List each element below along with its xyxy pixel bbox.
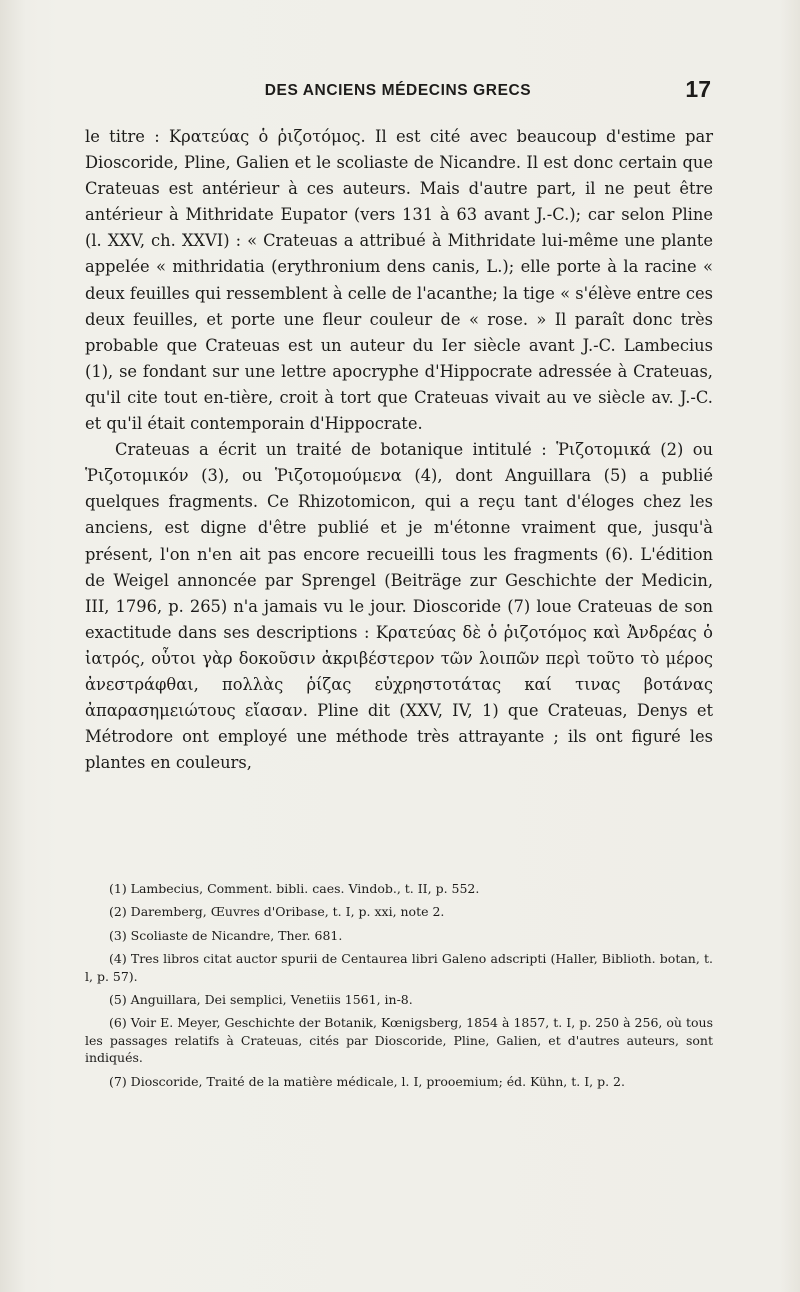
footnote-7: (7) Dioscoride, Traité de la matière médicale, l. I, prooemium; éd. Kühn, t. I, p. 2. <box>109 1073 625 1089</box>
body-text <box>85 124 713 776</box>
footnote-3: (3) Scoliaste de Nicandre, Ther. 681. <box>109 927 343 943</box>
footnote-6: (6) Voir E. Meyer, Geschichte der Botanik, Kœnigsberg, 1854 à 1857, t. I, p. 250 à 256, où tous les passages relatifs à Crateuas, cités par Dioscoride, Pline, Galien, et d'autres auteurs, sont indiqués. <box>85 1015 713 1066</box>
footnote-4: (4) Tres libros citat auctor spurii de Centaurea libri Galeno adscripti (Haller, Biblioth. botan, t. l, p. 57). <box>85 951 713 984</box>
footnote-2: (2) Daremberg, Œuvres d'Oribase, t. I, p. xxi, note 2. <box>109 904 445 920</box>
paragraph-2: Crateuas a écrit un traité de botanique intitulé : Ῥιζοτομικά (2) ou Ῥιζοτομικόν (3), ou Ῥιζοτομούμενα (4), dont Anguillara (5) a publié quelques fragments. Ce Rhizotomicon, qui a reçu tant d'éloges chez les anciens, est digne d'être publié et je m'étonne vraiment que, jusqu'à présent, l'on n'en ait pas encore recueilli tous les fragments (6). L'édition de Weigel annoncée par Sprengel (Beiträge zur Geschichte der Medicin, III, 1796, p. 265) n'a jamais vu le jour. Dioscoride (7) loue Crateuas de son exactitude dans ses descriptions : Κρατεύας δὲ ὁ ῥιζοτόμος καὶ Ἀνδρέας ὁ ἰατρός, οὗτοι γὰρ δοκοῦσιν ἀκριβέστερον τῶν λοιπῶν περὶ τοῦτο τὸ μέρος ἀνεστράφθαι, πολλὰς ῥίζας εὐχρηστοτάτας καί τινας βοτάνας ἀπαρασημειώτους εἴασαν. Pline dit (XXV, IV, 1) que Crateuas, Denys et Métrodore ont employé une méthode très attrayante ; ils ont figuré les plantes en couleurs, <box>85 440 713 773</box>
footnote-1: (1) Lambecius, Comment. bibli. caes. Vindob., t. II, p. 552. <box>109 881 480 896</box>
paragraph-1: le titre : Κρατεύας ὁ ῥιζοτόμος. Il est cité avec beaucoup d'estime par Dioscoride, Pline, Galien et le scoliaste de Nicandre. Il est donc certain que Crateuas est antérieur à ces auteurs. Mais d'autre part, il ne peut être antérieur à Mithridate Eupator (vers 131 à 63 avant J.-C.); car selon Pline (l. XXV, ch. XXVI) : « Crateuas a attribué à Mithridate lui-même une plante appelée « mithridatia (erythronium dens canis, L.); elle porte à la racine « deux feuilles qui ressemblent à celle de l'acanthe; la tige « s'élève entre ces deux feuilles, et porte une fleur couleur de « rose. » Il paraît donc très probable que Crateuas est un auteur du Ier siècle avant J.-C. Lambecius (1), se fondant sur une lettre apocryphe d'Hippocrate adressée à Crateuas, qu'il cite tout en-tière, croit à tort que Crateuas vivait au ve siècle av. J.-C. et qu'il était contemporain d'Hippocrate. <box>85 127 713 434</box>
footnotes <box>85 880 713 1096</box>
footnote-5: (5) Anguillara, Dei semplici, Venetiis 1561, in-8. <box>109 992 413 1008</box>
page-number: 17 <box>685 76 711 102</box>
page-header <box>85 76 711 112</box>
running-title: DES ANCIENS MÉDECINS GRECS <box>264 82 532 99</box>
